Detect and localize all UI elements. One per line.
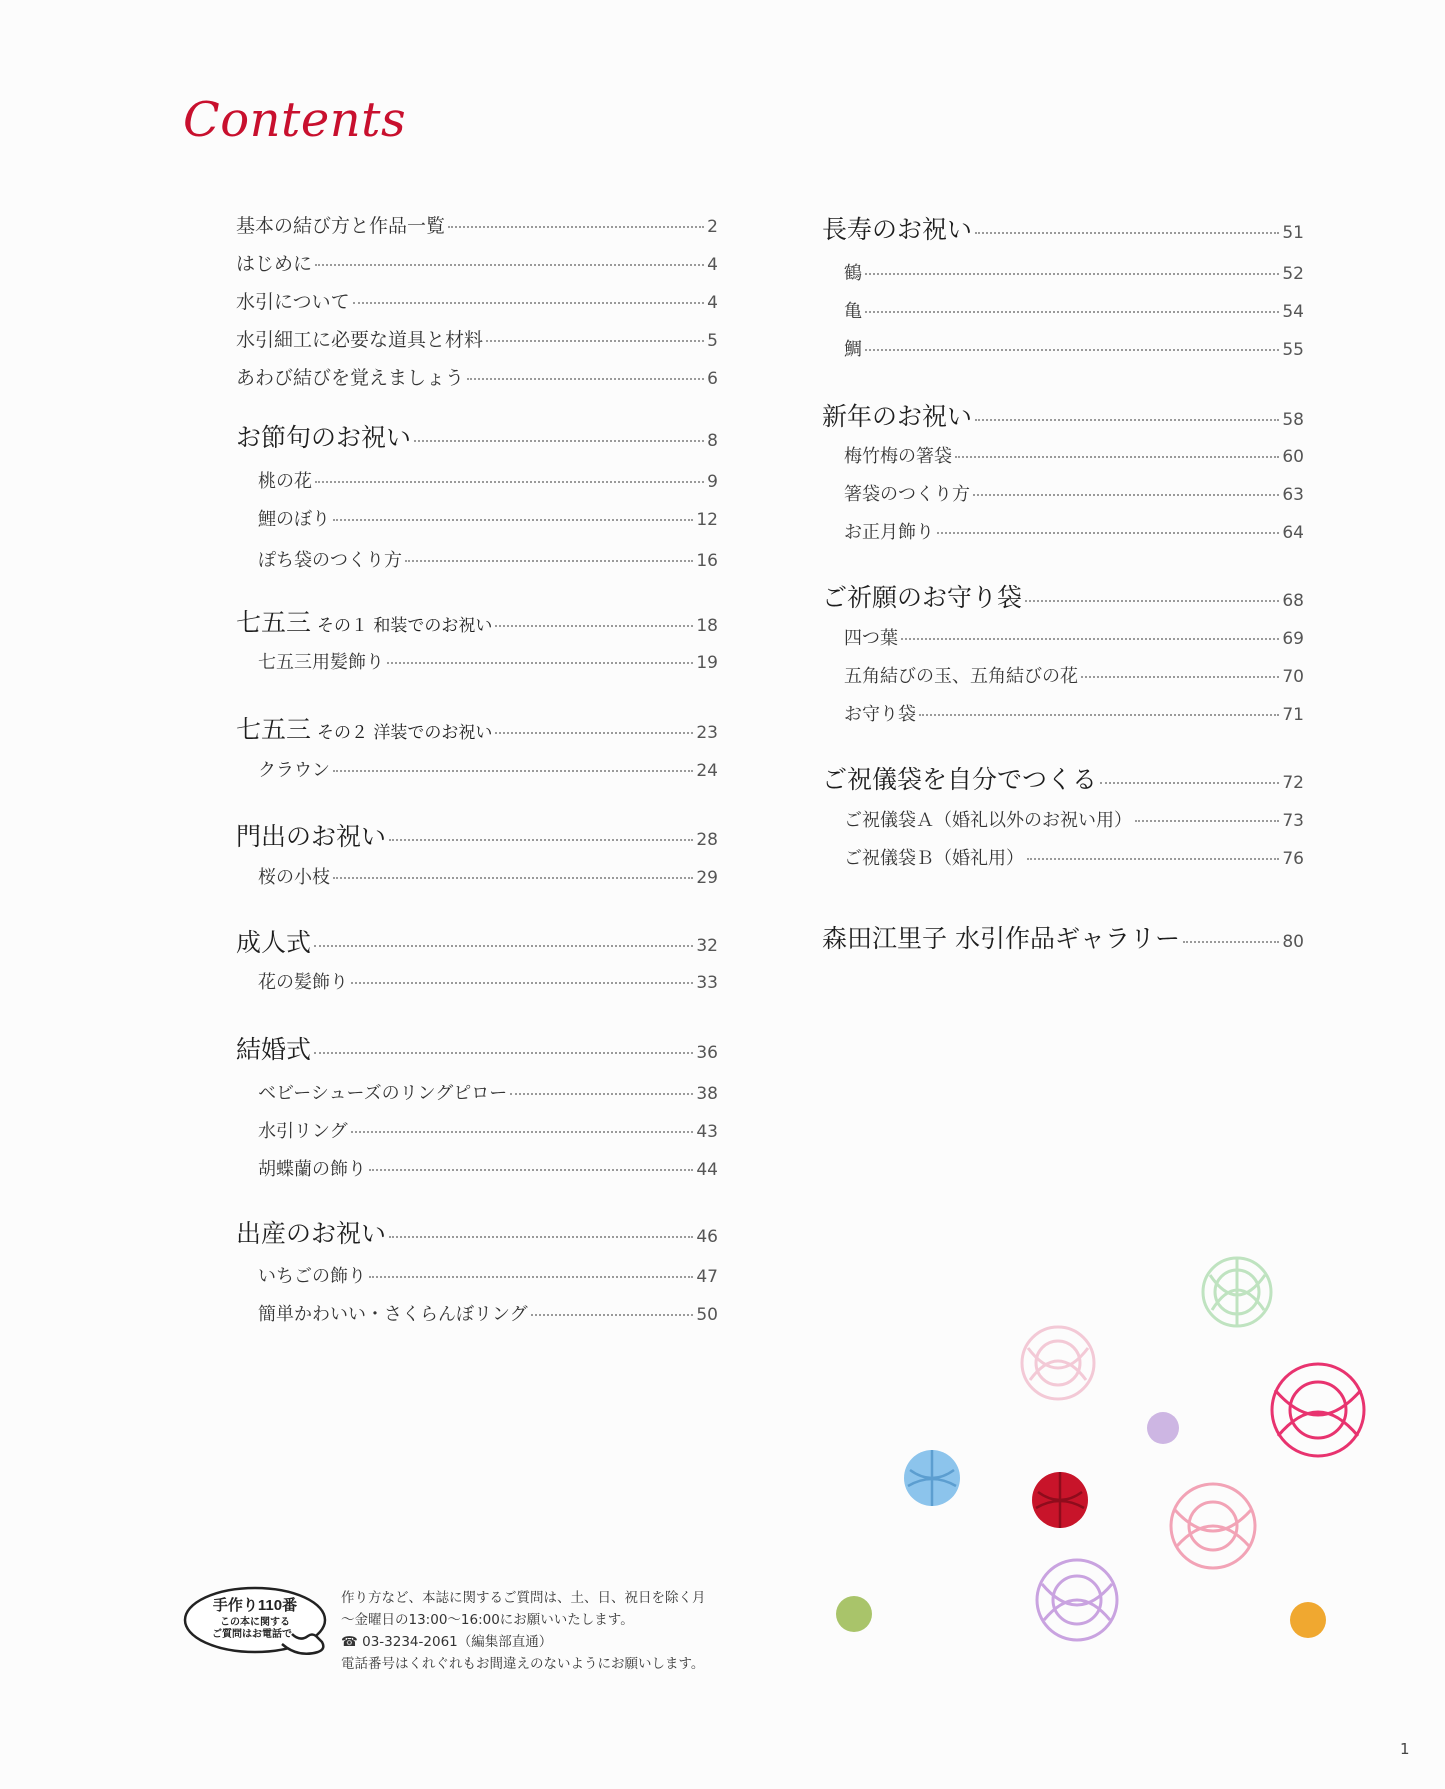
leader-dots (333, 519, 693, 521)
leader-dots (1025, 600, 1279, 602)
toc-entry (236, 756, 718, 782)
light-pink-knot (1022, 1327, 1094, 1399)
leader-dots (333, 877, 693, 879)
toc-section (822, 919, 1304, 955)
toc-entry (822, 806, 1304, 832)
toc-page-number: 58 (1282, 410, 1304, 430)
leader-dots (1100, 782, 1279, 784)
mizuhiki-knots-illustration (820, 1230, 1380, 1650)
toc-entry-title: 森田江里子 水引作品ギャラリー (822, 924, 1180, 953)
toc-page-number: 64 (1282, 523, 1304, 543)
leader-dots (531, 1314, 694, 1316)
toc-page-number: 4 (707, 293, 718, 313)
toc-page-number: 52 (1282, 264, 1304, 284)
leader-dots (315, 264, 704, 266)
toc-page-number: 18 (696, 616, 718, 636)
toc-section (236, 817, 718, 853)
toc-page-number: 32 (696, 936, 718, 956)
toc-page-number: 36 (696, 1043, 718, 1063)
badge-line: ご質問はお電話で (212, 1629, 292, 1640)
toc-entry-title: 梅竹梅の箸袋 (844, 446, 952, 467)
leader-dots (975, 419, 1279, 421)
toc-entry-title: クラウン (258, 760, 330, 781)
toc-section (822, 210, 1304, 246)
toc-page-number: 68 (1282, 591, 1304, 611)
green-ball-knot (836, 1596, 872, 1632)
toc-section (236, 923, 718, 959)
toc-entry (236, 287, 718, 314)
toc-page-number: 29 (696, 868, 718, 888)
toc-entry (822, 335, 1304, 361)
toc-entry (236, 211, 718, 238)
toc-page-number: 16 (696, 551, 718, 571)
toc-entry (822, 480, 1304, 506)
leader-dots (937, 532, 1279, 534)
toc-entry-title: 新年のお祝い (822, 402, 973, 431)
leader-dots (955, 456, 1279, 458)
leader-dots (975, 232, 1279, 234)
toc-entry (822, 844, 1304, 870)
toc-entry-title: いちごの飾り (258, 1266, 366, 1287)
toc-entry-title: ご祝儀袋Ｂ（婚礼用） (844, 848, 1024, 869)
leader-dots (865, 349, 1279, 351)
leader-dots (389, 1236, 693, 1238)
toc-entry-title: ご祝儀袋を自分でつくる (822, 765, 1098, 794)
leader-dots (353, 302, 705, 304)
toc-page-number: 5 (707, 331, 718, 351)
toc-page-number: 4 (707, 255, 718, 275)
toc-entry (236, 1155, 718, 1181)
toc-page-number: 38 (696, 1084, 718, 1104)
toc-entry-title: 桜の小枝 (258, 867, 330, 888)
toc-entry (236, 505, 718, 531)
toc-section (822, 578, 1304, 614)
leader-dots (369, 1276, 693, 1278)
toc-entry-title: 七五三 その１ 和装でのお祝い (236, 608, 493, 637)
small-purple-ball-knot (1147, 1412, 1179, 1444)
toc-page-number: 46 (696, 1227, 718, 1247)
leader-dots (315, 481, 704, 483)
toc-entry-title: 鯛 (844, 339, 862, 360)
toc-entry-title: あわび結びを覚えましょう (236, 367, 465, 389)
toc-page-number: 6 (707, 369, 718, 389)
toc-page-number: 47 (696, 1267, 718, 1287)
toc-entry-title: 門出のお祝い (236, 822, 387, 851)
page-title: Contents (183, 92, 407, 148)
toc-entry-title: 七五三用髪飾り (258, 652, 384, 673)
toc-page-number: 8 (707, 431, 718, 451)
pink-knot (1171, 1484, 1255, 1568)
toc-section (236, 418, 718, 454)
toc-entry-title: 七五三 その２ 洋装でのお祝い (236, 715, 493, 744)
toc-entry (236, 968, 718, 994)
leader-dots (314, 1052, 693, 1054)
toc-page-number: 9 (707, 472, 718, 492)
toc-page-number: 23 (696, 723, 718, 743)
leader-dots (495, 732, 693, 734)
toc-entry (236, 363, 718, 390)
leader-dots (919, 714, 1279, 716)
toc-entry (236, 1262, 718, 1288)
leader-dots (1081, 676, 1279, 678)
leader-dots (486, 340, 704, 342)
leader-dots (405, 560, 693, 562)
toc-entry (236, 1300, 718, 1326)
toc-entry (236, 467, 718, 493)
toc-page-number: 72 (1282, 773, 1304, 793)
toc-entry-title: 出産のお祝い (236, 1219, 387, 1248)
leader-dots (901, 638, 1279, 640)
toc-section (822, 397, 1304, 433)
leader-dots (467, 378, 704, 380)
toc-entry (822, 297, 1304, 323)
toc-entry (822, 700, 1304, 726)
toc-entry-title: 亀 (844, 301, 862, 322)
page-number: 1 (1400, 1740, 1410, 1758)
toc-page-number: 80 (1282, 932, 1304, 952)
toc-entry (236, 249, 718, 276)
toc-section (236, 1030, 718, 1066)
toc-page-number: 33 (696, 973, 718, 993)
toc-entry-title: はじめに (236, 253, 313, 275)
badge-line: この本に関する (220, 1617, 290, 1628)
toc-entry-title: 箸袋のつくり方 (844, 484, 970, 505)
toc-page-number: 28 (696, 830, 718, 850)
toc-page-number: 76 (1282, 849, 1304, 869)
toc-entry-subtitle: その２ 洋装でのお祝い (317, 723, 493, 743)
toc-entry (822, 662, 1304, 688)
toc-entry (236, 648, 718, 674)
leader-dots (448, 226, 704, 228)
toc-entry-title: 水引について (236, 291, 350, 313)
toc-entry-title: ベビーシューズのリングピロー (258, 1083, 508, 1104)
info-line: 作り方など、本誌に関するご質問は、土、日、祝日を除く月 (341, 1590, 706, 1606)
leader-dots (1183, 941, 1279, 943)
badge-title: 手作り110番 (212, 1597, 298, 1614)
toc-page-number: 19 (696, 653, 718, 673)
toc-entry-title: 長寿のお祝い (822, 215, 973, 244)
toc-page-number: 55 (1282, 340, 1304, 360)
leader-dots (495, 625, 693, 627)
toc-entry (822, 624, 1304, 650)
green-knot (1203, 1258, 1271, 1326)
toc-page-number: 2 (707, 217, 718, 237)
toc-entry-subtitle: その１ 和装でのお祝い (317, 616, 493, 636)
toc-entry-title: ぽち袋のつくり方 (258, 550, 402, 571)
magenta-knot (1272, 1364, 1364, 1456)
leader-dots (414, 440, 704, 442)
toc-entry (236, 1079, 718, 1105)
toc-page-number: 70 (1282, 667, 1304, 687)
toc-page-number: 71 (1282, 705, 1304, 725)
leader-dots (369, 1169, 693, 1171)
toc-section (822, 760, 1304, 796)
toc-entry-title: 成人式 (236, 928, 312, 957)
leader-dots (387, 662, 693, 664)
toc-section (236, 603, 718, 639)
toc-entry-title: お守り袋 (844, 704, 916, 725)
toc-entry-title: 花の髪飾り (258, 972, 348, 993)
toc-entry-title: ご祝儀袋Ａ（婚礼以外のお祝い用） (844, 810, 1132, 831)
toc-entry (822, 518, 1304, 544)
toc-entry (822, 259, 1304, 285)
toc-entry-title: 基本の結び方と作品一覧 (236, 215, 446, 237)
toc-entry-title: 水引細工に必要な道具と材料 (236, 329, 484, 351)
toc-page-number: 24 (696, 761, 718, 781)
toc-page-number: 54 (1282, 302, 1304, 322)
leader-dots (1027, 858, 1279, 860)
toc-entry (236, 863, 718, 889)
toc-page-number: 50 (696, 1305, 718, 1325)
toc-page-number: 51 (1282, 223, 1304, 243)
toc-entry-title: 桃の花 (258, 471, 312, 492)
leader-dots (865, 273, 1279, 275)
toc-entry-title: 五角結びの玉、五角結びの花 (844, 666, 1078, 687)
toc-entry-title: ご祈願のお守り袋 (822, 583, 1023, 612)
toc-entry-title: 胡蝶蘭の飾り (258, 1159, 366, 1180)
lavender-knot (1037, 1560, 1117, 1640)
toc-entry (236, 1117, 718, 1143)
leader-dots (973, 494, 1279, 496)
info-line: 電話番号はくれぐれもお間違えのないようにお願いします。 (341, 1656, 705, 1672)
leader-dots (351, 1131, 694, 1133)
leader-dots (314, 945, 693, 947)
info-line: ☎ 03-3234-2061（編集部直通） (341, 1634, 553, 1650)
toc-entry-title: 鯉のぼり (258, 509, 330, 530)
toc-entry-title: 水引リング (258, 1121, 348, 1142)
toc-entry-title: 簡単かわいい・さくらんぼリング (258, 1304, 528, 1325)
toc-entry (236, 546, 718, 572)
toc-page-number: 60 (1282, 447, 1304, 467)
toc-section (236, 1214, 718, 1250)
toc-entry (822, 442, 1304, 468)
toc-entry-title: 結婚式 (236, 1035, 312, 1064)
toc-entry (236, 325, 718, 352)
toc-page-number: 63 (1282, 485, 1304, 505)
toc-page-number: 73 (1282, 811, 1304, 831)
toc-entry-title: 鶴 (844, 263, 862, 284)
orange-ball-knot (1290, 1602, 1326, 1638)
phone-badge (182, 1580, 328, 1664)
toc-page-number: 43 (696, 1122, 718, 1142)
info-line: 〜金曜日の13:00〜16:00にお願いいたします。 (341, 1612, 634, 1628)
toc-page-number: 44 (696, 1160, 718, 1180)
leader-dots (351, 982, 693, 984)
toc-entry-title: お節句のお祝い (236, 423, 412, 452)
leader-dots (865, 311, 1279, 313)
toc-entry-title: お正月飾り (844, 522, 934, 543)
toc-entry-title: 四つ葉 (844, 628, 898, 649)
toc-page-number: 69 (1282, 629, 1304, 649)
inquiry-info (341, 1587, 706, 1675)
toc-page-number: 12 (696, 510, 718, 530)
leader-dots (1135, 820, 1279, 822)
toc-section (236, 710, 718, 746)
leader-dots (389, 839, 693, 841)
leader-dots (510, 1093, 693, 1095)
leader-dots (333, 770, 693, 772)
